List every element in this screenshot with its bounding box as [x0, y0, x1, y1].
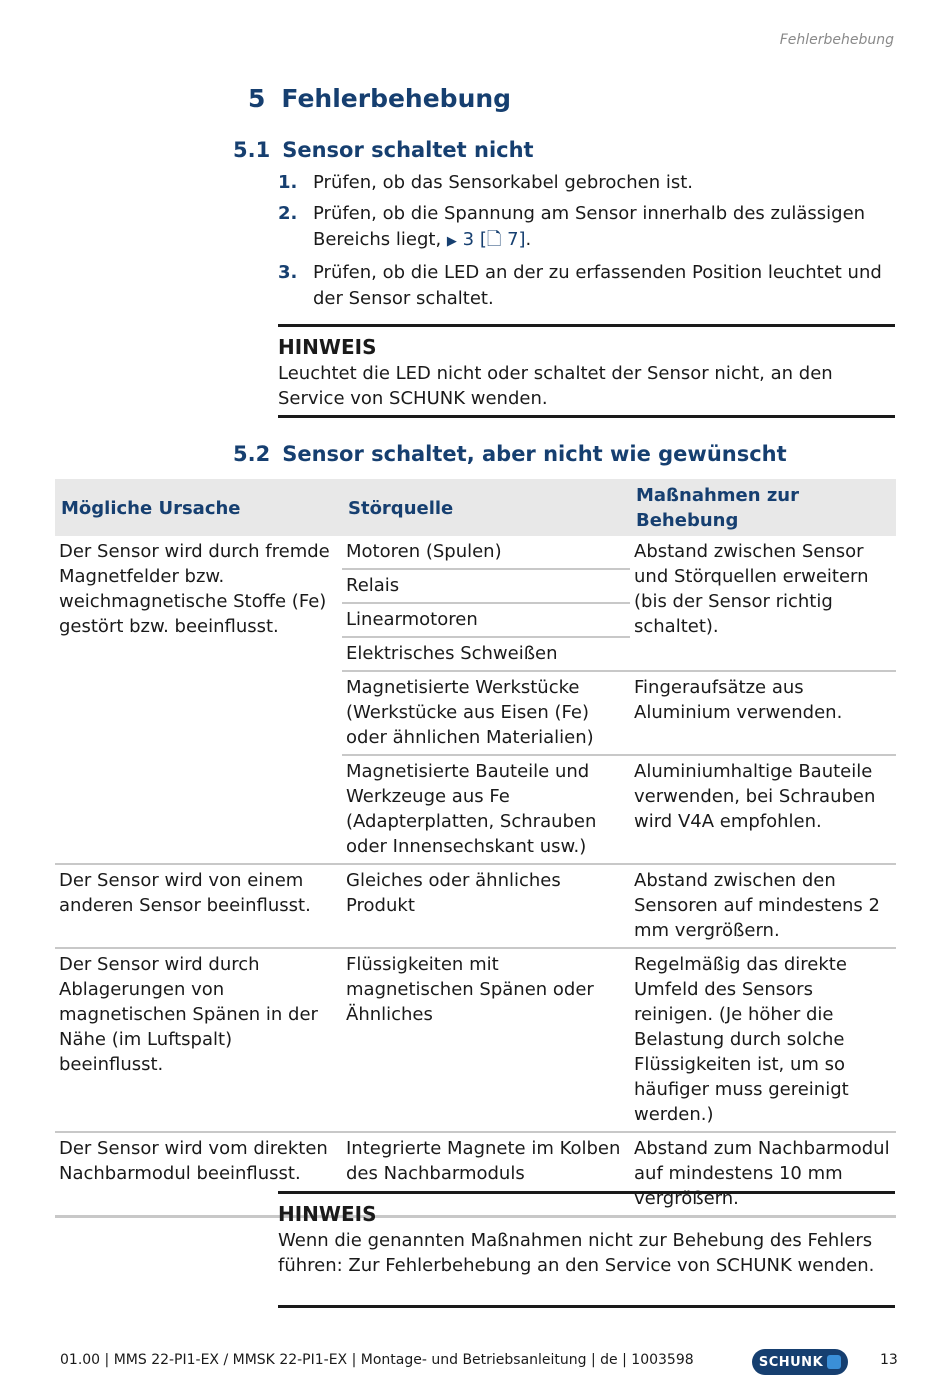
column-header: Mögliche Ursache	[55, 479, 342, 536]
notice-text: Leuchtet die LED nicht oder schaltet der Sensor nicht, an den Service von SCHUNK wenden.	[278, 363, 833, 409]
reference-page: 7]	[501, 229, 526, 250]
source-cell: Elektrisches Schweißen	[342, 637, 630, 671]
measure-cell: Abstand zum Nachbarmodul auf mindestens 10 mm vergrößern.	[630, 1132, 896, 1217]
page-number: 13	[880, 1352, 898, 1368]
measure-cell: Abstand zwischen den Sensoren auf mindestens 2 mm vergrößern.	[630, 864, 896, 948]
source-cell: Magnetisierte Bauteile und Werkzeuge aus Fe (Adapterplatten, Schrauben oder Innensechskant usw.)	[342, 755, 630, 864]
table-row	[55, 536, 896, 569]
section-number: 5.2	[233, 442, 271, 466]
schunk-logo	[752, 1349, 848, 1375]
source-cell: Flüssigkeiten mit magnetischen Spänen oder Ähnliches	[342, 948, 630, 1132]
step-text-end: .	[525, 229, 532, 250]
section-number: 5.1	[233, 138, 271, 162]
step-number: 3.	[278, 262, 298, 283]
page-icon: 🗋	[486, 229, 502, 250]
step-item	[278, 260, 898, 312]
reference-label: 3 [	[462, 229, 487, 250]
source-cell: Magnetisierte Werkstücke (Werkstücke aus Eisen (Fe) oder ähnlichen Materialien)	[342, 671, 630, 755]
notice-box	[278, 1191, 895, 1308]
step-text: Prüfen, ob das Sensorkabel gebrochen ist.	[313, 172, 693, 193]
running-header: Fehlerbehebung	[779, 32, 894, 48]
step-text: Prüfen, ob die LED an der zu erfassenden Position leuchtet und der Sensor schaltet.	[313, 262, 882, 309]
source-cell: Relais	[342, 569, 630, 603]
section-heading-5-1	[233, 138, 534, 162]
notice-title: HINWEIS	[278, 335, 377, 359]
step-text-main: Prüfen, ob die Spannung am Sensor innerhalb des zulässigen Bereichs liegt,	[313, 203, 866, 250]
source-cell: Gleiches oder ähnliches Produkt	[342, 864, 630, 948]
footer-document-info: 01.00 | MMS 22-PI1-EX / MMSK 22-PI1-EX | Montage- und Betriebsanleitung | de | 1003598	[60, 1352, 694, 1368]
measure-cell: Fingeraufsätze aus Aluminium verwenden.	[630, 671, 896, 755]
column-header: Maßnahmen zur Behebung	[630, 479, 896, 536]
troubleshooting-table	[55, 479, 896, 1218]
cause-cell: Der Sensor wird von einem anderen Sensor beeinflusst.	[55, 864, 342, 948]
step-list	[278, 170, 898, 317]
source-cell: Motoren (Spulen)	[342, 536, 630, 569]
step-item	[278, 201, 898, 255]
chapter-title: Fehlerbehebung	[281, 84, 512, 113]
cross-reference-link[interactable]	[447, 229, 526, 250]
table-header-row	[55, 479, 896, 536]
arrow-right-icon: ▶	[446, 234, 457, 249]
notice-title: HINWEIS	[278, 1202, 377, 1226]
step-number: 2.	[278, 203, 298, 224]
cause-cell: Der Sensor wird durch fremde Magnetfelder bzw. weichmagnetische Stoffe (Fe) gestört bzw. beeinflusst.	[59, 541, 330, 637]
chapter-heading	[248, 84, 511, 113]
measure-cell: Aluminiumhaltige Bauteile verwenden, bei Schrauben wird V4A empfohlen.	[630, 755, 896, 864]
column-header: Störquelle	[342, 479, 630, 536]
source-cell: Integrierte Magnete im Kolben des Nachbarmoduls	[342, 1132, 630, 1217]
section-heading-5-2	[233, 442, 787, 466]
cause-cell: Der Sensor wird durch Ablagerungen von magnetischen Spänen in der Nähe (im Luftspalt) beeinflusst.	[55, 948, 342, 1132]
notice-text: Wenn die genannten Maßnahmen nicht zur Behebung des Fehlers führen: Zur Fehlerbehebung an den Service von SCHUNK wenden.	[278, 1230, 875, 1276]
section-title: Sensor schaltet nicht	[282, 138, 534, 162]
logo-text: SCHUNK	[758, 1354, 824, 1370]
section-title: Sensor schaltet, aber nicht wie gewünscht	[282, 442, 787, 466]
step-number: 1.	[278, 172, 298, 193]
measure-cell: Abstand zwischen Sensor und Störquellen erweitern (bis der Sensor richtig schaltet).	[630, 536, 896, 671]
table-row	[55, 864, 896, 948]
chapter-number: 5	[248, 84, 266, 113]
step-item	[278, 170, 898, 196]
source-cell: Linearmotoren	[342, 603, 630, 637]
measure-cell: Regelmäßig das direkte Umfeld des Sensors reinigen. (Je höher die Belastung durch solche Flüssigkeiten ist, um so häufiger muss gereinigt werden.)	[630, 948, 896, 1132]
table-row	[55, 948, 896, 1132]
cause-cell: Der Sensor wird vom direkten Nachbarmodul beeinflusst.	[55, 1132, 342, 1217]
step-text	[313, 201, 898, 255]
logo-mark-icon	[827, 1355, 841, 1369]
notice-box	[278, 324, 895, 418]
